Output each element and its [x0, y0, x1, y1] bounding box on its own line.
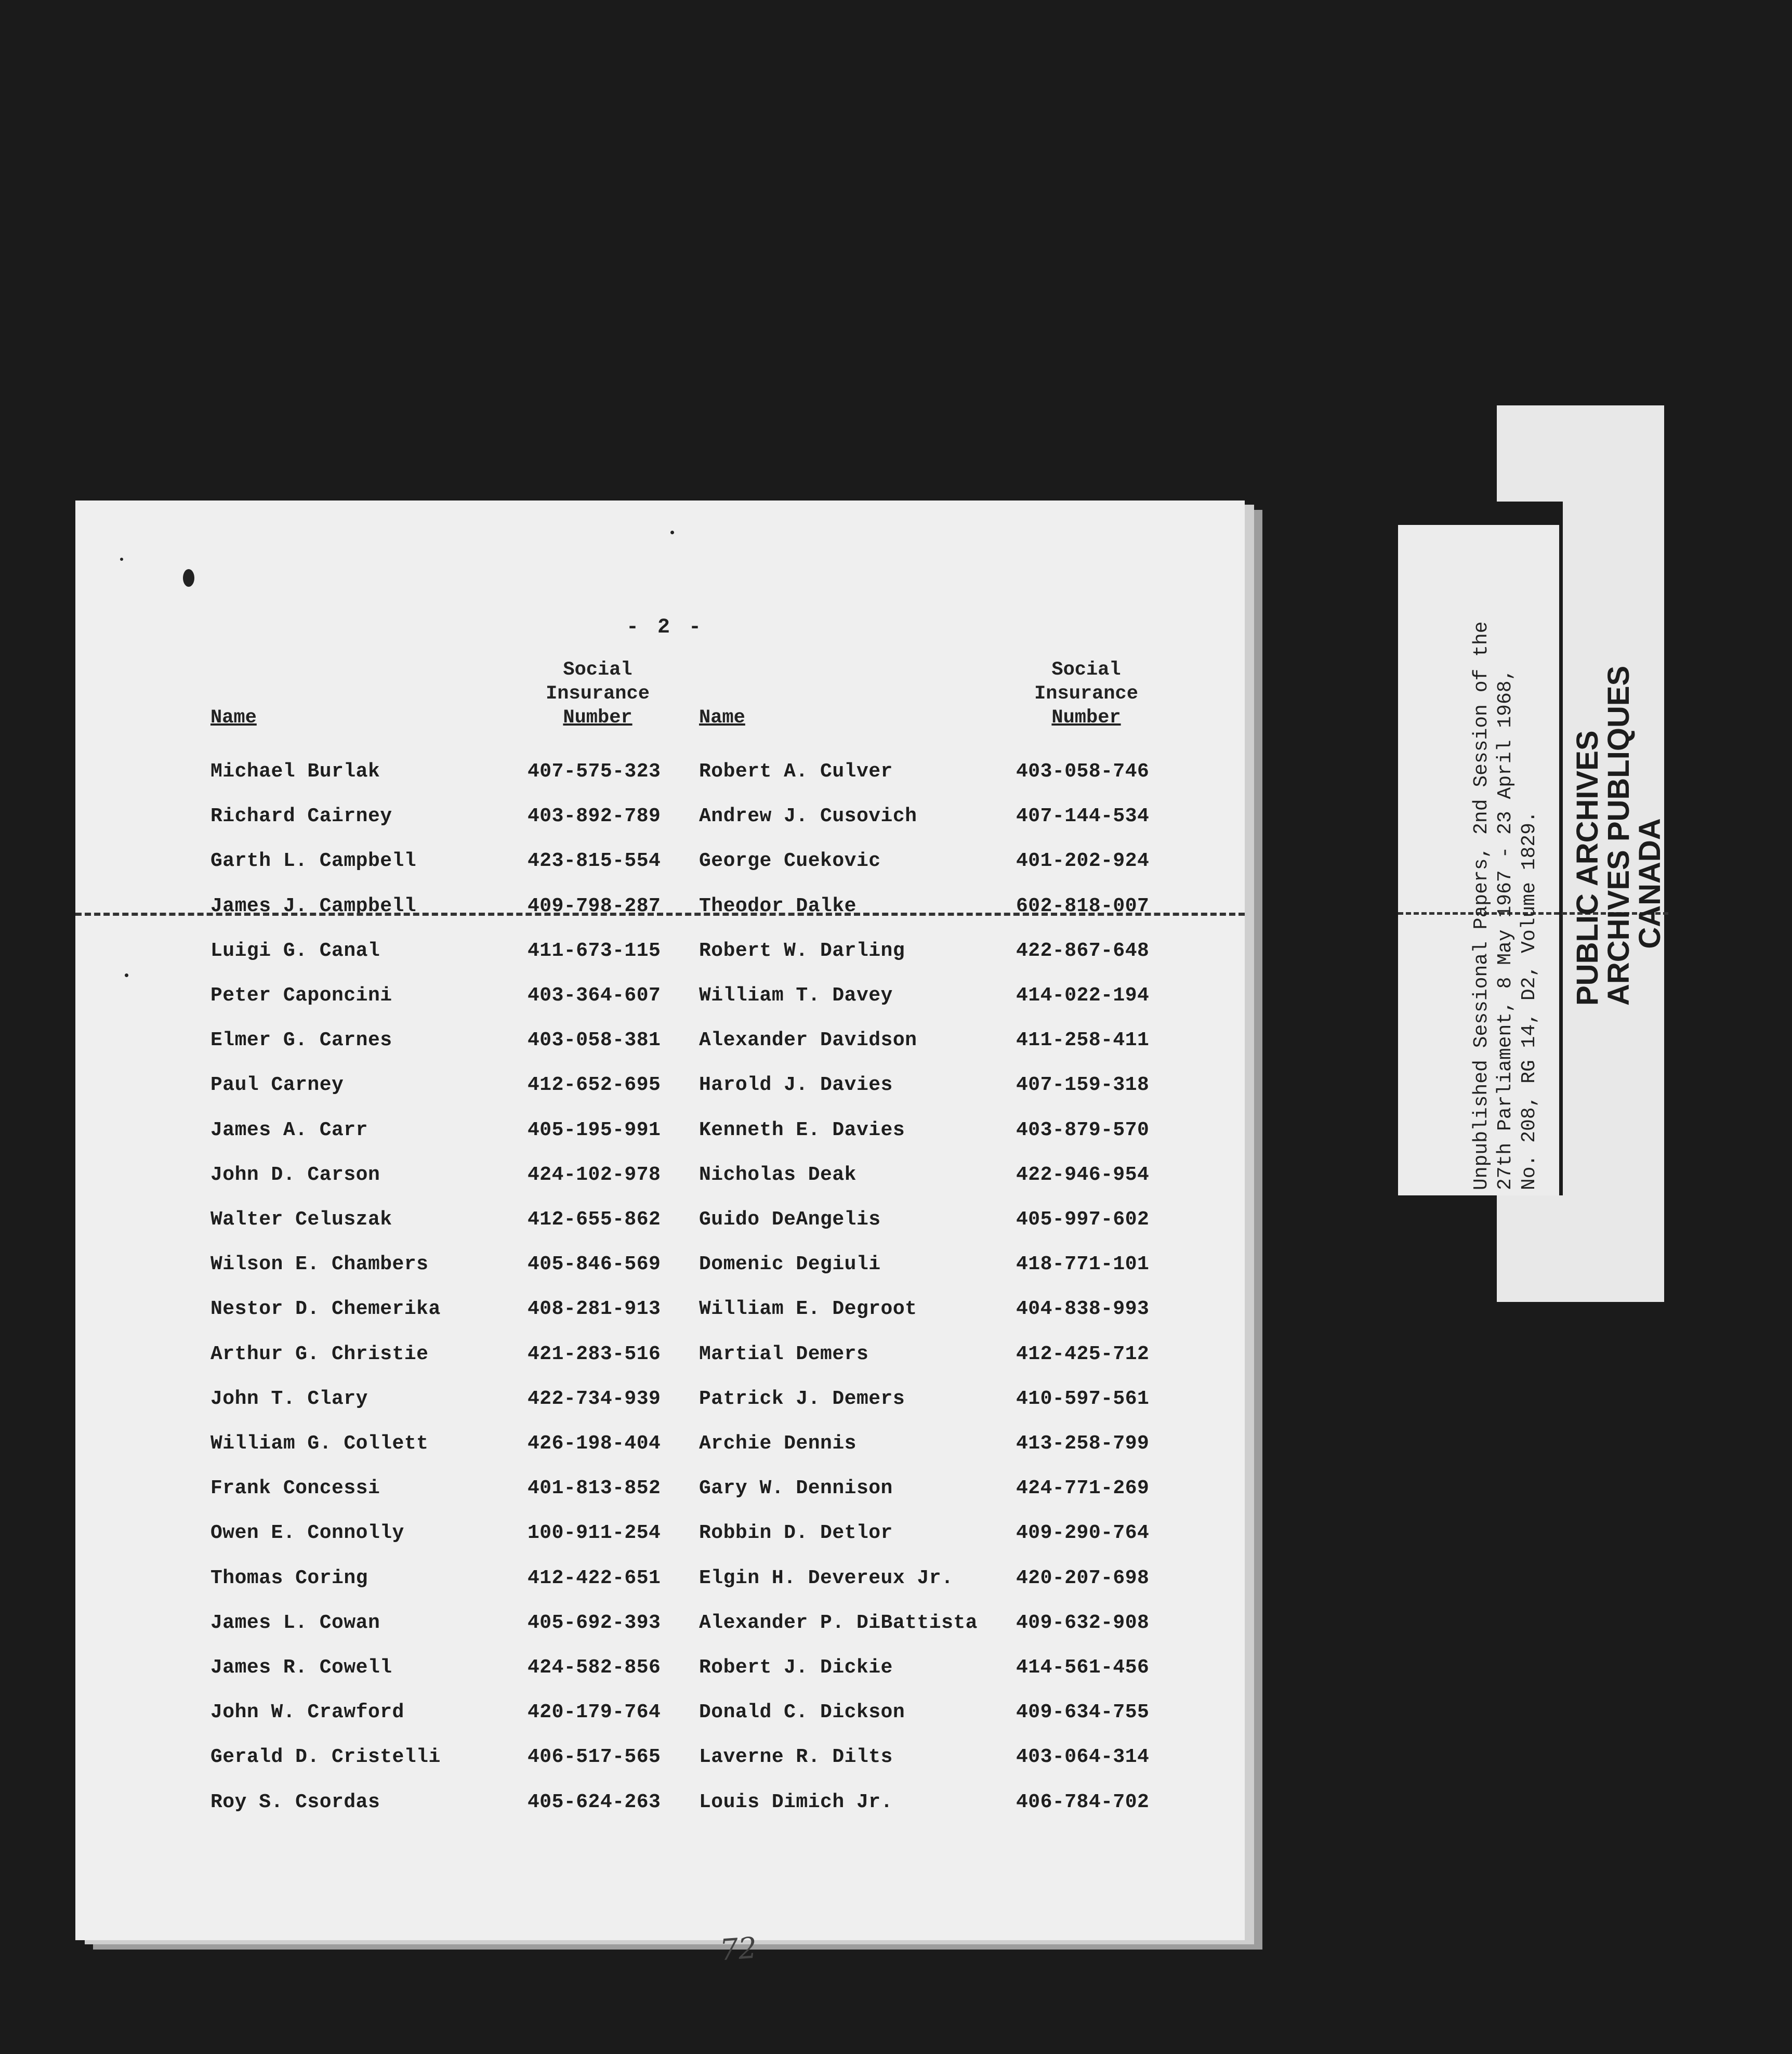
right-person-name: Robert A. Culver: [699, 760, 893, 783]
right-sin-number: 403-879-570: [1016, 1118, 1150, 1141]
left-person-name: Roy S. Csordas: [210, 1790, 380, 1813]
left-sin-number: 100-911-254: [528, 1522, 661, 1545]
left-person-name: Gerald D. Cristelli: [210, 1746, 441, 1769]
right-sin-number: 409-290-764: [1016, 1522, 1150, 1545]
left-person-name: John T. Clary: [210, 1387, 368, 1410]
left-person-name: Peter Caponcini: [210, 984, 392, 1007]
right-person-name: Archie Dennis: [699, 1432, 857, 1455]
left-person-name: Elmer G. Carnes: [210, 1029, 392, 1052]
header-name-right: Name: [699, 707, 745, 729]
left-sin-number: 426-198-404: [528, 1432, 661, 1455]
left-sin-number: 411-673-115: [528, 939, 661, 962]
header-name-left: Name: [210, 707, 257, 729]
left-person-name: Arthur G. Christie: [210, 1342, 429, 1365]
left-person-name: James L. Cowan: [210, 1611, 380, 1634]
left-person-name: Owen E. Connolly: [210, 1522, 404, 1545]
left-sin-number: 403-058-381: [528, 1029, 661, 1052]
right-person-name: Robert W. Darling: [699, 939, 905, 962]
right-sin-number: 403-058-746: [1016, 760, 1150, 783]
right-sin-number: 410-597-561: [1016, 1387, 1150, 1410]
ink-speck: [120, 558, 123, 561]
ink-speck: [183, 569, 194, 587]
left-sin-number: 412-655-862: [528, 1208, 661, 1231]
left-sin-number: 403-364-607: [528, 984, 661, 1007]
right-person-name: Patrick J. Demers: [699, 1387, 905, 1410]
right-person-name: Domenic Degiuli: [699, 1253, 881, 1276]
left-sin-number: 412-652-695: [528, 1074, 661, 1097]
left-person-name: Thomas Coring: [210, 1566, 368, 1589]
left-person-name: Nestor D. Chemerika: [210, 1298, 441, 1321]
ink-speck: [670, 531, 674, 534]
ink-speck: [125, 973, 128, 977]
left-sin-number: 405-624-263: [528, 1790, 661, 1813]
right-sin-number: 418-771-101: [1016, 1253, 1150, 1276]
left-sin-number: 407-575-323: [528, 760, 661, 783]
right-sin-number: 403-064-314: [1016, 1746, 1150, 1769]
right-person-name: George Cuekovic: [699, 850, 881, 873]
left-sin-number: 420-179-764: [528, 1701, 661, 1724]
left-sin-number: 423-815-554: [528, 850, 661, 873]
left-sin-number: 421-283-516: [528, 1342, 661, 1365]
right-sin-number: 420-207-698: [1016, 1566, 1150, 1589]
right-person-name: William T. Davey: [699, 984, 893, 1007]
left-person-name: Walter Celuszak: [210, 1208, 392, 1231]
citation-text: Unpublished Sessional Papers, 2nd Session of the 27th Parliament, 8 May 1967 - 23 April 1968, No. 208, RG 14, D2, Volume 1829.: [1470, 621, 1540, 1190]
right-person-name: Gary W. Dennison: [699, 1477, 893, 1500]
right-person-name: Alexander P. DiBattista: [699, 1611, 978, 1634]
right-sin-number: 401-202-924: [1016, 850, 1150, 873]
right-sin-number: 404-838-993: [1016, 1298, 1150, 1321]
left-sin-number: 424-582-856: [528, 1656, 661, 1679]
left-person-name: Michael Burlak: [210, 760, 380, 783]
right-sin-number: 405-997-602: [1016, 1208, 1150, 1231]
document-page: [75, 501, 1245, 1968]
fold-line: [75, 913, 1245, 916]
right-sin-number: 602-818-007: [1016, 894, 1150, 917]
right-sin-number: 422-867-648: [1016, 939, 1150, 962]
left-person-name: James A. Carr: [210, 1118, 368, 1141]
right-person-name: Nicholas Deak: [699, 1163, 857, 1186]
right-sin-number: 414-022-194: [1016, 984, 1150, 1007]
right-sin-number: 409-634-755: [1016, 1701, 1150, 1724]
right-sin-number: 406-784-702: [1016, 1790, 1150, 1813]
header-sin-right: Social Insurance Number: [1034, 659, 1138, 729]
left-person-name: William G. Collett: [210, 1432, 429, 1455]
right-sin-number: 407-144-534: [1016, 805, 1150, 828]
left-sin-number: 406-517-565: [528, 1746, 661, 1769]
left-sin-number: 405-195-991: [528, 1118, 661, 1141]
right-person-name: Martial Demers: [699, 1342, 869, 1365]
left-person-name: Wilson E. Chambers: [210, 1253, 429, 1276]
right-person-name: Robbin D. Detlor: [699, 1522, 893, 1545]
left-person-name: Garth L. Campbell: [210, 850, 417, 873]
left-sin-number: 403-892-789: [528, 805, 661, 828]
right-person-name: Guido DeAngelis: [699, 1208, 881, 1231]
left-person-name: Luigi G. Canal: [210, 939, 380, 962]
left-sin-number: 408-281-913: [528, 1298, 661, 1321]
right-person-name: Elgin H. Devereux Jr.: [699, 1566, 954, 1589]
page-number: - 2 -: [626, 616, 705, 639]
right-sin-number: 411-258-411: [1016, 1029, 1150, 1052]
left-sin-number: 424-102-978: [528, 1163, 661, 1186]
left-person-name: Frank Concessi: [210, 1477, 380, 1500]
right-person-name: Harold J. Davies: [699, 1074, 893, 1097]
left-sin-number: 401-813-852: [528, 1477, 661, 1500]
left-sin-number: 405-846-569: [528, 1253, 661, 1276]
handwritten-note: 72: [718, 1931, 758, 1968]
left-person-name: Paul Carney: [210, 1074, 344, 1097]
right-person-name: Andrew J. Cusovich: [699, 805, 917, 828]
left-sin-number: 409-798-287: [528, 894, 661, 917]
archives-stamp: PUBLIC ARCHIVES ARCHIVES PUBLIQUES CANADA: [1571, 665, 1667, 1006]
right-sin-number: 414-561-456: [1016, 1656, 1150, 1679]
left-person-name: James J. Campbell: [210, 894, 417, 917]
left-person-name: James R. Cowell: [210, 1656, 392, 1679]
right-sin-number: 422-946-954: [1016, 1163, 1150, 1186]
right-sin-number: 413-258-799: [1016, 1432, 1150, 1455]
left-person-name: John W. Crawford: [210, 1701, 404, 1724]
right-person-name: Donald C. Dickson: [699, 1701, 905, 1724]
left-sin-number: 412-422-651: [528, 1566, 661, 1589]
right-sin-number: 409-632-908: [1016, 1611, 1150, 1634]
left-person-name: Richard Cairney: [210, 805, 392, 828]
left-person-name: John D. Carson: [210, 1163, 380, 1186]
right-person-name: Louis Dimich Jr.: [699, 1790, 893, 1813]
left-sin-number: 405-692-393: [528, 1611, 661, 1634]
right-person-name: Theodor Dalke: [699, 894, 857, 917]
right-sin-number: 407-159-318: [1016, 1074, 1150, 1097]
header-sin-left: Social Insurance Number: [546, 659, 650, 729]
left-sin-number: 422-734-939: [528, 1387, 661, 1410]
right-sin-number: 424-771-269: [1016, 1477, 1150, 1500]
right-person-name: Alexander Davidson: [699, 1029, 917, 1052]
right-person-name: Kenneth E. Davies: [699, 1118, 905, 1141]
right-sin-number: 412-425-712: [1016, 1342, 1150, 1365]
right-person-name: William E. Degroot: [699, 1298, 917, 1321]
right-person-name: Laverne R. Dilts: [699, 1746, 893, 1769]
right-person-name: Robert J. Dickie: [699, 1656, 893, 1679]
